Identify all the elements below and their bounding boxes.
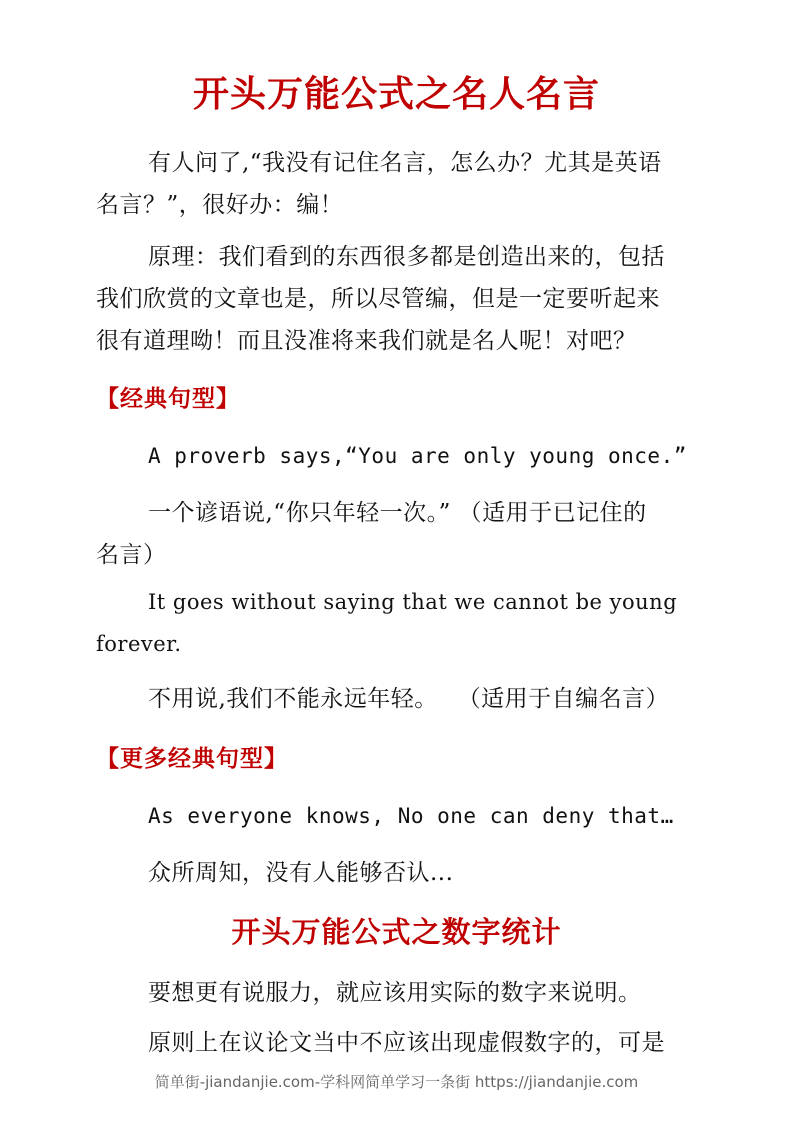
intro-paragraph-2-line-1: 原理：我们看到的东西很多都是创造出来的，包括 (148, 244, 665, 270)
classic-example-1-english: A proverb says,“You are only young once.” (148, 444, 687, 468)
more-example-english: As everyone knows, No one can deny that… (148, 804, 674, 828)
classic-example-2-english-line-2: forever. (96, 632, 182, 656)
numbers-paragraph-line-2: 原则上在议论文当中不应该出现虚假数字的，可是 (148, 1030, 665, 1056)
classic-example-2-english-line-1: It goes without saying that we cannot be young (148, 590, 678, 614)
intro-paragraph-1-line-2: 名言？”，很好办：编！ (96, 192, 344, 218)
intro-paragraph-2-line-3: 很有道理呦！而且没准将来我们就是名人呢！对吧？ (96, 328, 637, 354)
classic-example-1-chinese-line-1: 一个谚语说,“你只年轻一次。” （适用于已记住的 (148, 500, 647, 526)
section-title-numbers: 开头万能公式之数字统计 (231, 915, 562, 949)
classic-example-1-chinese-line-2: 名言） (96, 542, 167, 568)
page-title: 开头万能公式之名人名言 (192, 73, 600, 115)
more-example-chinese: 众所周知，没有人能够否认... (148, 860, 454, 886)
section-heading-classic: 【经典句型】 (96, 385, 240, 412)
section-heading-more: 【更多经典句型】 (96, 745, 288, 772)
numbers-paragraph-line-1: 要想更有说服力，就应该用实际的数字来说明。 (148, 980, 642, 1006)
intro-paragraph-1-line-1: 有人问了,“我没有记住名言，怎么办？尤其是英语 (148, 150, 662, 176)
intro-paragraph-2-line-2: 我们欣赏的文章也是，所以尽管编，但是一定要听起来 (96, 286, 660, 312)
classic-example-2-chinese: 不用说,我们不能永远年轻。 （适用于自编名言） (148, 686, 670, 712)
page-footer: 简单街-jiandanjie.com-学科网简单学习一条街 https://jiandanjie.com (154, 1073, 639, 1091)
